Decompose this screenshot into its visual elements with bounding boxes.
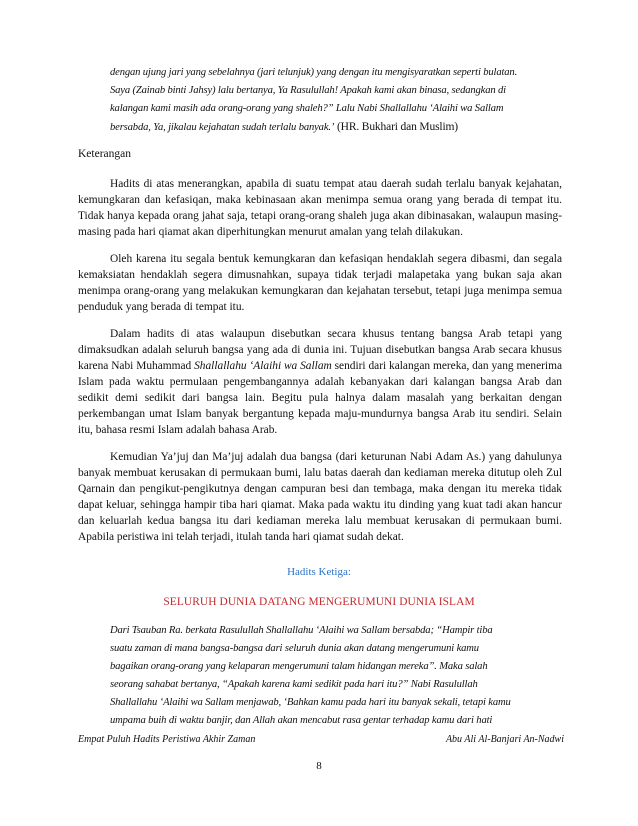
- paragraph-1: Hadits di atas menerangkan, apabila di suatu tempat atau daerah sudah terlalu banyak kejahatan, kemungkaran dan kefasiqan, maka kebinasaan akan menimpa semua orang yang berada di tempat itu. Tidak hanya kepada orang jahat saja, tetapi orang-orang shaleh juga akan dibinasakan, walaupun masing-masing pada hari qiamat akan diperhitungkan menurut amalan yang telah dilakukan.: [78, 178, 562, 238]
- quote-line: Saya (Zainab binti Jahsy) lalu bertanya, Ya Rasulullah! Apakah kami akan binasa, sedangkan di: [110, 85, 506, 96]
- quote-line: Dari Tsauban Ra. berkata Rasulullah Shallallahu ‘Alaihi wa Sallam bersabda; “Hampir tiba: [110, 625, 493, 636]
- hadith-quote-continued: [110, 64, 540, 137]
- hadith-quote: [110, 622, 540, 730]
- quote-line: umpama buih di waktu banjir, dan Allah akan mencabut rasa gentar terhadap kamu dari hati: [110, 715, 493, 726]
- quote-line: kalangan kami masih ada orang-orang yang shaleh?” Lalu Nabi Shallallahu ‘Alaihi wa Sallam: [110, 103, 504, 114]
- paragraph-3: [78, 326, 562, 438]
- chapter-title: SELURUH DUNIA DATANG MENGERUMUNI DUNIA ISLAM: [163, 596, 475, 608]
- paragraph-2: Oleh karena itu segala bentuk kemungkaran dan kefasiqan hendaklah segera dibasmi, dan segala kemaksiatan hendaklah segera dimusnahkan, supaya tidak terjadi malapetaka yang bukan saja akan menimpa orang-orang yang melakukan kemungkaran dan kejahatan tersebut, tetapi juga menimpa semua penduduk yang berada di tempat itu.: [78, 253, 562, 313]
- quote-line-last: [110, 118, 540, 137]
- footer-book-title: Empat Puluh Hadits Peristiwa Akhir Zaman: [78, 734, 256, 745]
- quote-line: Shallallahu ‘Alaihi wa Sallam menjawab, ‘Bahkan kamu pada hari itu banyak sekali, tetapi kamu: [110, 697, 511, 708]
- quote-line: seorang sahabat bertanya, “Apakah karena kami sedikit pada hari itu?” Nabi Rasulullah: [110, 679, 478, 690]
- hadith-reference: (HR. Bukhari dan Muslim): [334, 121, 458, 133]
- hadith-label: Hadits Ketiga:: [287, 566, 351, 578]
- quote-line: dengan ujung jari yang sebelahnya (jari telunjuk) yang dengan itu mengisyaratkan seperti bulatan.: [110, 67, 518, 78]
- section-heading: Keterangan: [78, 148, 131, 160]
- page-number: 8: [316, 760, 322, 772]
- paragraph-3-italic: Shallallahu ‘Alaihi wa Sallam: [194, 360, 332, 372]
- paragraph-3-text-b: sendiri dari kalangan mereka, dan yang menerima Islam pada waktu permulaan pengembangannya adalah kebanyakan dari kalangan bangsa Arab dan sedikit demi sedikit dari bangsa lain. Begitu pula halnya dalam masalah yang berkaitan dengan perkembangan umat Islam banyak bergantung kepada maju-mundurnya bangsa Arab itu sendiri. Selain itu, bahasa resmi Islam adalah bahasa Arab.: [78, 360, 563, 436]
- paragraph-4: Kemudian Ya’juj dan Ma’juj adalah dua bangsa (dari keturunan Nabi Adam As.) yang dahulunya banyak membuat kerusakan di permukaan bumi, lalu batas daerah dan kediaman mereka ditutup oleh Zul Qarnain dan pengikut-pengikutnya dengan campuran besi dan tembaga, maka dengan itu mereka tidak dapat keluar, sehingga hampir tiba hari qiamat. Maka pada waktu itu dinding yang kuat tadi akan hancur dan keluarlah kedua bangsa itu dari kediaman mereka lalu membuat kerusakan di permukaan bumi. Apabila peristiwa ini telah terjadi, itulah tanda hari qiamat sudah dekat.: [78, 451, 562, 543]
- quote-line: bagaikan orang-orang yang kelaparan mengerumuni talam hidangan mereka”. Maka salah: [110, 661, 488, 672]
- quote-line-text: bersabda, Ya, jikalau kejahatan sudah terlalu banyak.’: [110, 122, 335, 133]
- body-text: [78, 176, 562, 556]
- paragraph-3-text-a: Dalam hadits di atas walaupun disebutkan secara khusus tentang bangsa Arab tetapi yang dimaksudkan adalah seluruh bangsa yang ada di dunia ini. Tujuan disebutkan bangsa Arab secara khusus karena Nabi Muhammad: [78, 328, 562, 372]
- quote-line: suatu zaman di mana bangsa-bangsa dari seluruh dunia akan datang mengerumuni kamu: [110, 643, 479, 654]
- footer-author: Abu Ali Al-Banjari An-Nadwi: [445, 734, 564, 745]
- page-footer: [78, 734, 564, 745]
